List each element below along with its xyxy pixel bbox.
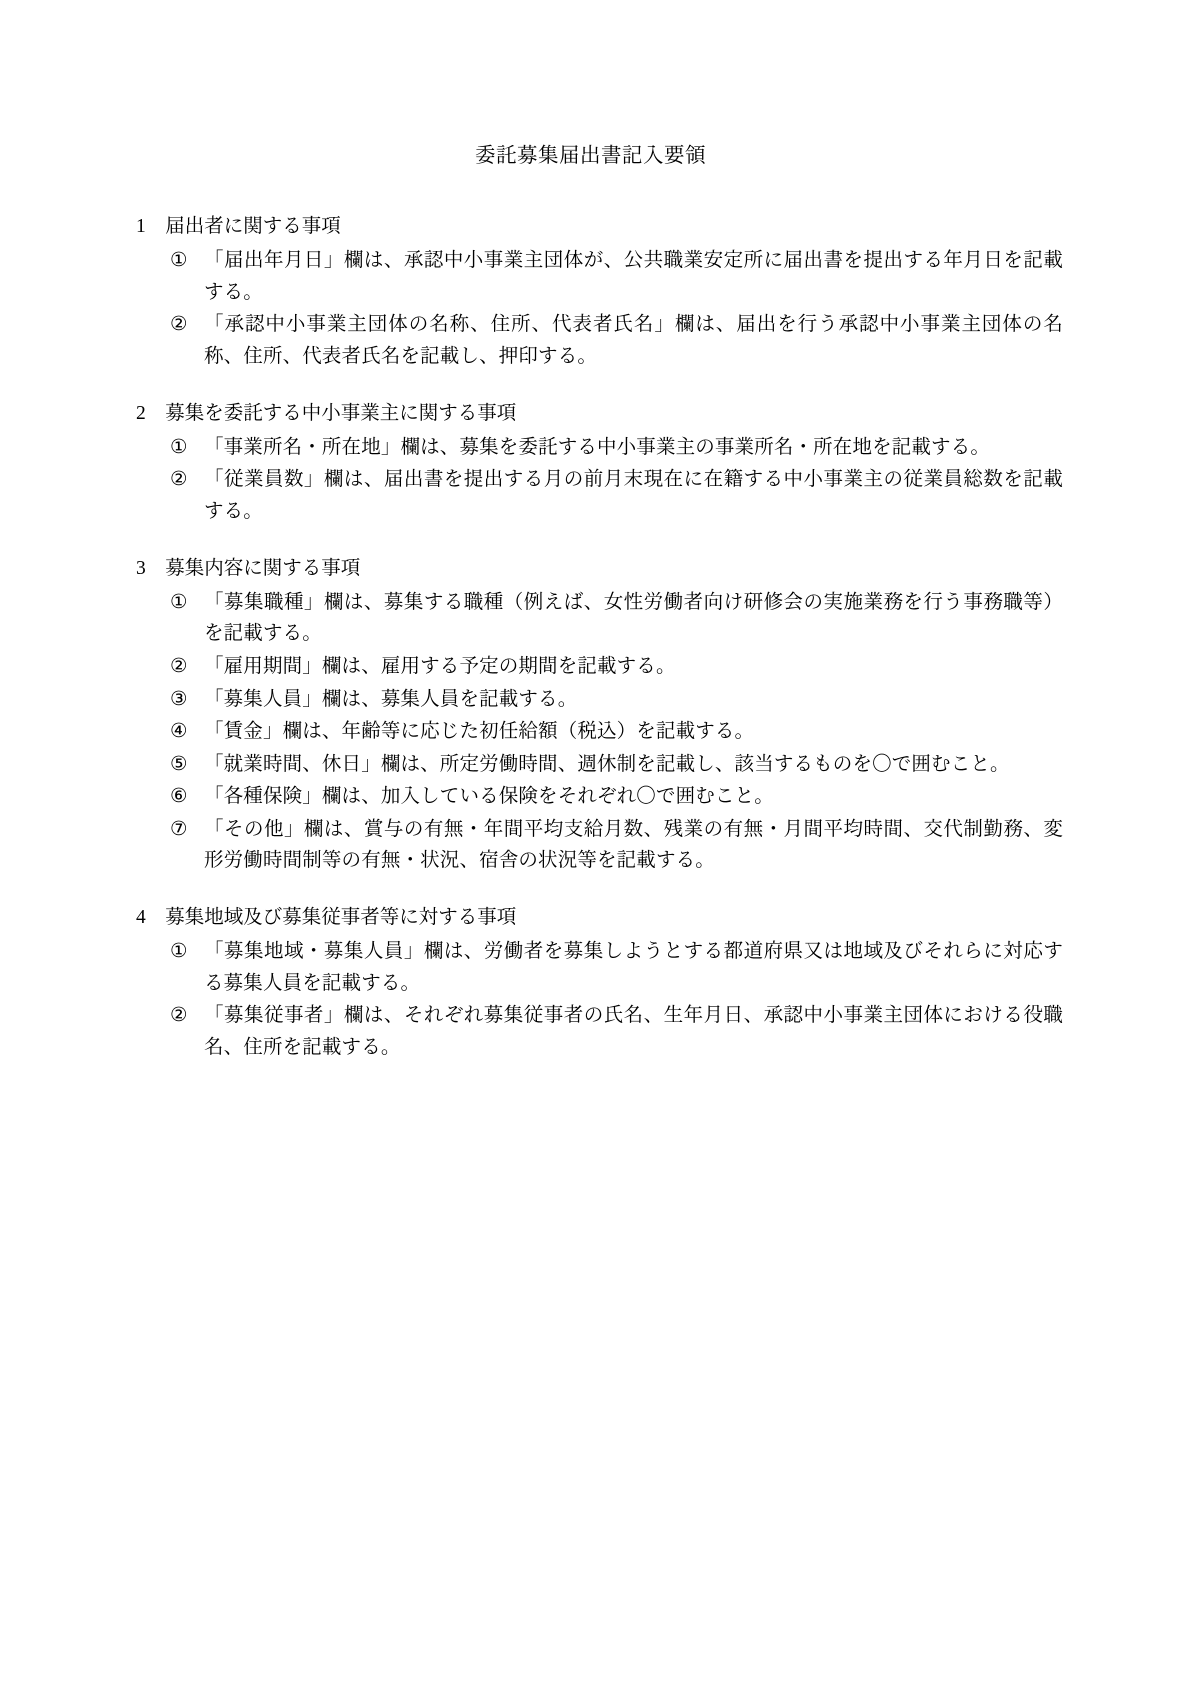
list-item-text: 「各種保険」欄は、加入している保険をそれぞれ〇で囲むこと。	[204, 786, 774, 808]
section-1	[118, 212, 1063, 373]
section-3	[118, 554, 1063, 877]
list-item	[118, 781, 1063, 813]
list-item-text: 「就業時間、休日」欄は、所定労働時間、週休制を記載し、該当するものを〇で囲むこと。	[204, 753, 1010, 775]
section-2	[118, 399, 1063, 528]
document-body	[118, 212, 1063, 1064]
list-item-marker: ①	[170, 436, 188, 458]
list-item	[118, 309, 1063, 372]
list-item	[118, 1000, 1063, 1063]
list-item-text: 「承認中小事業主団体の名称、住所、代表者氏名」欄は、届出を行う承認中小事業主団体の名称、住所、代表者氏名を記載し、押印する。	[204, 314, 1063, 367]
page-title: 委託募集届出書記入要領	[475, 145, 706, 167]
list-item-text: 「募集人員」欄は、募集人員を記載する。	[204, 688, 578, 710]
section-1-heading: 1 届出者に関する事項	[136, 216, 341, 237]
section-3-heading: 3 募集内容に関する事項	[136, 557, 361, 579]
list-item-text: 「雇用期間」欄は、雇用する予定の期間を記載する。	[204, 655, 676, 677]
list-item-marker: ⑤	[170, 753, 188, 775]
list-item-text: 「届出年月日」欄は、承認中小事業主団体が、公共職業安定所に届出書を提出する年月日を記載する。	[204, 250, 1063, 303]
list-item-text: 「募集地域・募集人員」欄は、労働者を募集しようとする都道府県又は地域及びそれらに対応する募集人員を記載する。	[204, 941, 1063, 994]
list-item-marker: ②	[170, 655, 188, 677]
list-item	[118, 684, 1063, 716]
list-item	[118, 936, 1063, 999]
list-item	[118, 464, 1063, 527]
list-item-marker: ②	[170, 314, 188, 336]
list-item-marker: ②	[170, 1005, 188, 1027]
list-item-marker: ③	[170, 688, 188, 710]
list-item-text: 「募集職種」欄は、募集する職種（例えば、女性労働者向け研修会の実施業務を行う事務職等）を記載する。	[204, 591, 1063, 645]
list-item	[118, 245, 1063, 308]
list-item	[118, 749, 1063, 781]
list-item-marker: ⑥	[170, 786, 188, 808]
section-4-heading: 4 募集地域及び募集従事者等に対する事項	[136, 907, 517, 928]
list-item-text: 「募集従事者」欄は、それぞれ募集従事者の氏名、生年月日、承認中小事業主団体における役職名、住所を記載する。	[204, 1005, 1063, 1058]
section-2-items	[118, 432, 1063, 528]
list-item-text: 「その他」欄は、賞与の有無・年間平均支給月数、残業の有無・月間平均時間、交代制勤務、変形労働時間制等の有無・状況、宿舎の状況等を記載する。	[204, 818, 1063, 872]
list-item-marker: ②	[170, 469, 188, 491]
list-item-marker: ⑦	[170, 818, 188, 840]
list-item-marker: ④	[170, 721, 188, 743]
section-2-heading: 2 募集を委託する中小事業主に関する事項	[136, 402, 517, 424]
list-item-marker: ①	[170, 250, 188, 272]
list-item-marker: ①	[170, 591, 188, 613]
section-4	[118, 903, 1063, 1064]
list-item	[118, 651, 1063, 683]
list-item	[118, 716, 1063, 748]
list-item-text: 「従業員数」欄は、届出書を提出する月の前月末現在に在籍する中小事業主の従業員総数を記載する。	[204, 469, 1063, 522]
list-item-marker: ①	[170, 941, 188, 963]
section-3-items	[118, 587, 1063, 877]
list-item-text: 「賃金」欄は、年齢等に応じた初任給額（税込）を記載する。	[204, 721, 755, 743]
list-item	[118, 432, 1063, 464]
list-item	[118, 814, 1063, 877]
section-4-items	[118, 936, 1063, 1063]
list-item	[118, 587, 1063, 650]
list-item-text: 「事業所名・所在地」欄は、募集を委託する中小事業主の事業所名・所在地を記載する。	[204, 436, 991, 458]
section-1-items	[118, 245, 1063, 372]
